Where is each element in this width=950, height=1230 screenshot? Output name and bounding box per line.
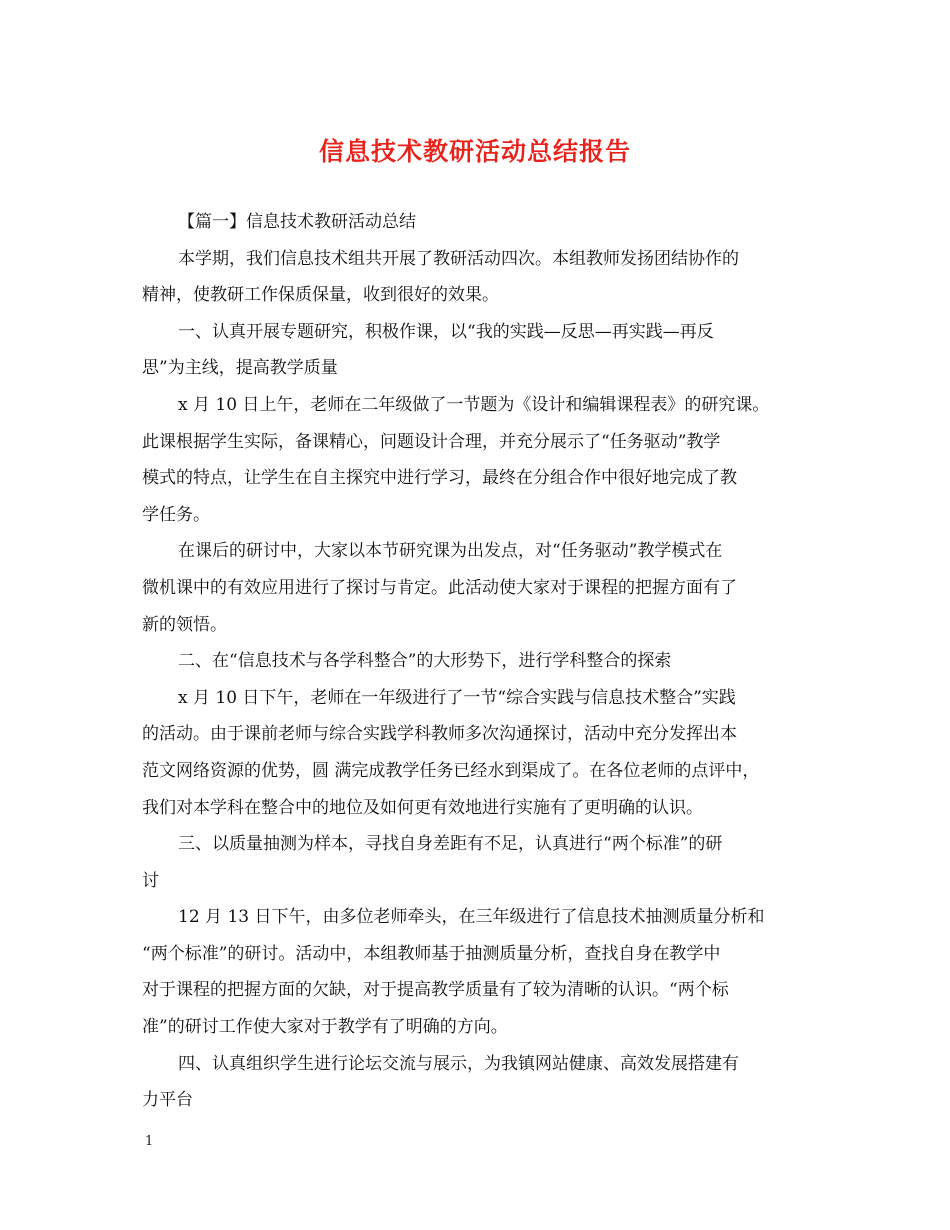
page-number: 1 [145, 1134, 154, 1149]
section-heading-line: 【篇一】信息技术教研活动总结 [178, 212, 416, 232]
paragraph-line: 在课后的研讨中，大家以本节研究课为出发点，对“任务驱动”教学模式在 [178, 541, 723, 562]
paragraph-line: 本学期，我们信息技术组共开展了教研活动四次。本组教师发扬团结协作的 [178, 248, 739, 269]
section-heading-line: 力平台 [142, 1090, 193, 1111]
document-title: 信息技术教研活动总结报告 [318, 137, 631, 166]
paragraph-line: 微机课中的有效应用进行了探讨与肯定。此活动使大家对于课程的把握方面有了 [142, 577, 737, 598]
paragraph-line: 12 月 13 日下午，由多位老师牵头，在三年级进行了信息技术抽测质量分析和 [178, 907, 765, 928]
section-heading-line: 思”为主线，提高教学质量 [142, 358, 338, 379]
paragraph-line: “两个标准”的研讨。活动中，本组教师基于抽测质量分析，查找自身在教学中 [142, 943, 721, 964]
paragraph-line: 我们对本学科在整合中的地位及如何更有效地进行实施有了更明确的认识。 [142, 797, 703, 818]
section-heading-line: 讨 [142, 870, 159, 891]
document-body [142, 204, 818, 1119]
section-heading-line: 四、认真组织学生进行论坛交流与展示，为我镇网站健康、高效发展搭建有 [178, 1053, 739, 1074]
paragraph-line: 学任务。 [142, 504, 210, 525]
paragraph-line: 范文网络资源的优势，圆 满完成教学任务已经水到渠成了。在各位老师的点评中， [142, 760, 760, 781]
paragraph-line: x 月 10 日下午，老师在一年级进行了一节“综合实践与信息技术整合”实践 [178, 687, 736, 708]
paragraph-line: 模式的特点，让学生在自主探究中进行学习，最终在分组合作中很好地完成了教 [142, 468, 737, 489]
paragraph-line: 精神，使教研工作保质保量，收到很好的效果。 [142, 285, 499, 306]
paragraph-line: 新的领悟。 [142, 614, 227, 635]
section-heading-line: 一、认真开展专题研究，积极作课，以“我的实践—反思—再实践—再反 [178, 321, 714, 342]
paragraph-line: 准”的研讨工作使大家对于教学有了明确的方向。 [142, 1017, 508, 1038]
section-heading-line: 三、以质量抽测为样本，寻找自身差距有不足，认真进行“两个标准”的研 [178, 834, 723, 855]
paragraph-line: 此课根据学生实际，备课精心，问题设计合理，并充分展示了“任务驱动”教学 [142, 431, 721, 452]
paragraph-line: x 月 10 日上午，老师在二年级做了一节题为《设计和编辑课程表》的研究课。 [178, 394, 770, 415]
paragraph-line: 的活动。由于课前老师与综合实践学科教师多次沟通探讨，活动中充分发挥出本 [142, 724, 737, 745]
paragraph-line: 对于课程的把握方面的欠缺，对于提高教学质量有了较为清晰的认识。“两个标 [142, 980, 729, 1001]
section-heading-line: 二、在“信息技术与各学科整合”的大形势下，进行学科整合的探索 [178, 651, 672, 672]
